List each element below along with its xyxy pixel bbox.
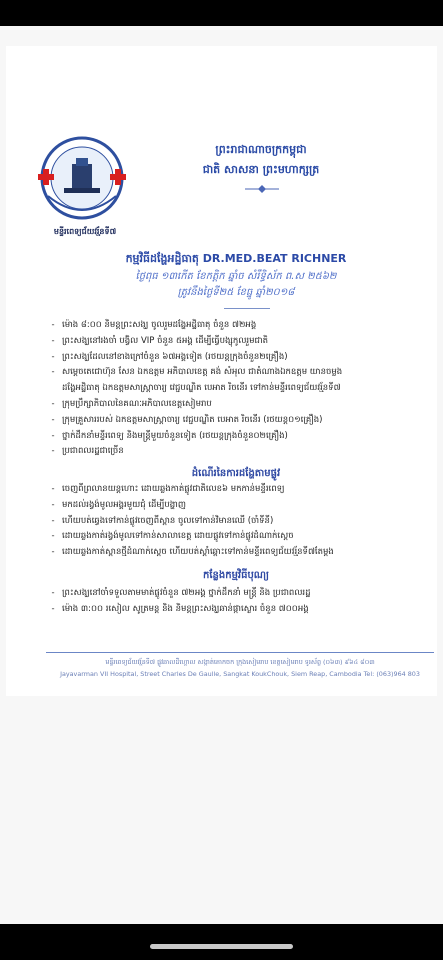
list-item: - មកដល់រង្វង់មូលអង្គរមួយជុំ ដើម្បីបង្ហាញ: [51, 499, 186, 510]
hospital-logo: [32, 134, 132, 226]
ceremony-title: កន្លែងកម្មវិធីបុណ្យ: [203, 570, 269, 581]
title-rule: [224, 308, 270, 309]
list-item: - ព្រះសង្ឃនៅចាំទទួលតាមមាត់ផ្លូវចំនួន ៧២អង្គ ថ្នាក់ដឹកនាំ មន្ត្រី និង ប្រជាពលរដ្ឋ: [51, 588, 311, 598]
list-item: - ក្រុមគ្រួសាររបស់ ឯកឧត្ដមសាស្ត្រាចារ្យ វេជ្ជបណ្ឌិត បេអាត រិចនើរ (រថយន្ត០១គ្រឿង): [51, 414, 323, 425]
list-item: - ប្រជាពលរដ្ឋជាច្រើន: [51, 446, 124, 457]
kingdom-header: [146, 140, 376, 180]
program-list: [48, 318, 420, 460]
hospital-name-km: មន្ទីរពេទ្យជ័យវរ្ម័នទី៧: [53, 227, 117, 236]
procession-title: ដំណើរនៃការដង្ហែតាមផ្លូវ: [191, 468, 281, 479]
hospital-logo-graphic: [32, 134, 132, 226]
kingdom-line-2: ជាតិ សាសនា ព្រះមហាក្សត្រ: [202, 163, 320, 176]
document-title: កម្មវិធីដង្ហែអដ្ឋិធាតុ DR.MED.BEAT RICHNER: [125, 252, 347, 265]
list-item: - ដោយឆ្លងកាត់ស្ពានថ្មីដំណាក់ស្ដេច ហើយបត់ស្ដាំឆ្ពោះទៅកាន់មន្ទីរពេទ្យជ័យវរ្ម័នទី៧តែម្ដង: [51, 547, 334, 558]
list-item: - ចេញពីព្រលានយន្តហោះ ដោយឆ្លងកាត់ផ្លូវជាតិលេខ៦ មកកាន់មន្ទីរពេទ្យ: [51, 484, 285, 494]
event-solar-date: ត្រូវនឹងថ្ងៃទី២៥ ខែធ្នូ ឆ្នាំ២០១៨: [177, 287, 295, 298]
ornament-divider-icon: [244, 184, 280, 194]
procession-list: [48, 482, 420, 561]
list-item: - សម្ដេចតេជោហ៊ុន សែន ឯកឧត្ដម អភិបាលខេត្ត គង់ សំអុល ជាតំណាងឯកឧត្ដម យានចម្លង: [51, 367, 343, 378]
list-item: - ម៉ោង ៨:០០ និមន្តព្រះសង្ឃ ចូលរួមដង្ហែអដ្ឋិធាតុ ចំនួន ៧២អង្គ: [51, 320, 257, 330]
footer-divider: [46, 652, 434, 653]
list-item: - ក្រុមប្រឹក្សាភិបាលនៃគណៈអភិបាលខេត្តសៀមរាប: [51, 398, 212, 409]
kingdom-line-1: ព្រះរាជាណាចក្រកម្ពុជា: [215, 143, 307, 156]
list-item: - ថ្នាក់ដឹកនាំមន្ទីរពេទ្យ និងមន្ត្រីមួយចំនួនទៀត (រថយន្តក្រុងចំនួន០២គ្រឿង): [51, 430, 288, 441]
ceremony-list: [48, 586, 420, 618]
list-item: - ព្រះសង្ឃនៅរងចាំ បង្វិល VIP ចំនួន ៥អង្គ ដើម្បីធ្វើបង្សុកូលរួមជាតិ: [51, 335, 269, 346]
footer-address-en: Jayavarman VII Hospital, Street Charles De Gaulle, Sangkat KoukChouk, Siem Reap, Cambodia Tel: (063)964 803: [60, 670, 420, 678]
list-item: ដង្ហែអដ្ឋិធាតុ ឯកឧត្ដមសាស្ត្រាចារ្យ វេជ្ជបណ្ឌិត បេអាត រិចនើរ ទៅកាន់មន្ទីរពេទ្យជ័យវរ្ម័នទី៧: [62, 383, 341, 394]
event-lunar-date: ថ្ងៃពុធ ១៣កើត ខែកត្ដិក ឆ្នាំច សំរឹទ្ធិស័ក ព.ស ២៥៦២: [135, 271, 337, 282]
list-item: - ព្រះសង្ឃដែលនៅខាងក្រៅចំនួន ៦៧អង្គទៀត (រថយន្តក្រុងចំនួន២គ្រឿង): [51, 351, 288, 362]
list-item: - ម៉ោង ៣:០០ រសៀល សូត្រមន្ត និង និមន្តព្រះសង្ឃឆាន់ផ្កាស្ងោរ ចំនួន ៧០០អង្គ: [51, 603, 309, 614]
footer-address-km: មន្ទីរពេទ្យជ័យវរ្ម័នទី៧ ផ្លូវ​ឆាលដឺហ្គោល សង្កាត់គោកចក ក្រុងសៀមរាប ខេត្តសៀមរាប ទូរស័ព្ទ (០៦៣) ៩៦៤ ៨០៣: [105, 658, 375, 666]
document-sheet: [0, 26, 443, 924]
list-item: - ហើយបត់ឆ្វេងទៅកាន់ផ្លូវចេញពីស្ពាន ចូលទៅកាន់វិមានឈើ (ចាំទីនី): [51, 515, 274, 526]
document-page: [6, 46, 437, 696]
home-indicator[interactable]: [150, 944, 293, 949]
list-item: - ដោយឆ្លងកាត់រង្វង់មូលទៅកាន់សាលាខេត្ត ដោយផ្លូវទៅកាន់ផ្លូវដំណាក់ស្ដេច: [51, 531, 294, 542]
